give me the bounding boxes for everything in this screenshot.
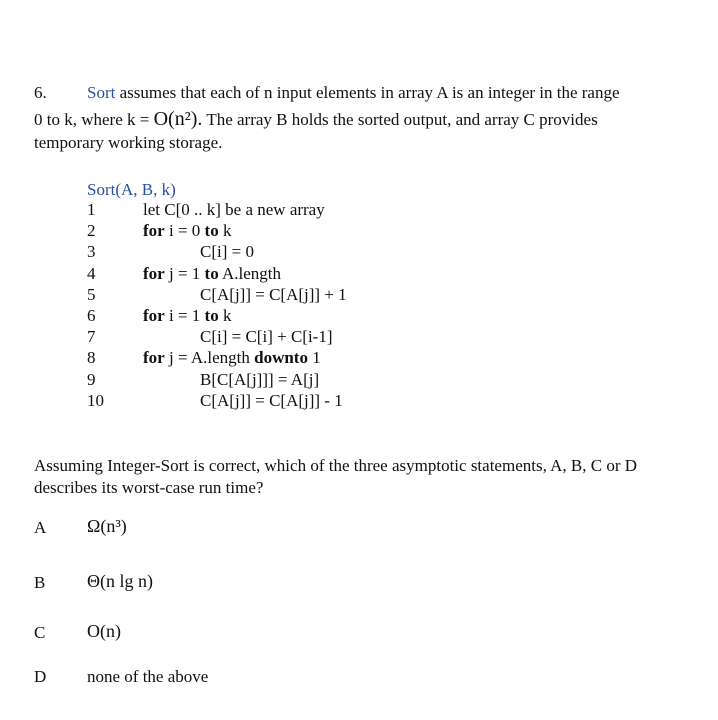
code-line: C[i] = C[i] + C[i-1] xyxy=(200,327,333,347)
algorithm-name: Sort xyxy=(87,83,116,102)
question-line-2 xyxy=(34,108,598,131)
question-number: 6. xyxy=(34,83,47,102)
code-line: for i = 0 to k xyxy=(143,221,232,241)
line-number: 7 xyxy=(87,327,96,347)
prompt-line-1: Assuming Integer-Sort is correct, which of the three asymptotic statements, A, B, C or D xyxy=(34,456,638,475)
line-number: 5 xyxy=(87,284,96,304)
code-line: for j = 1 to A.length xyxy=(143,263,282,283)
code-line: C[i] = 0 xyxy=(200,242,254,262)
prompt-line-2: describes its worst-case run time? xyxy=(34,478,264,497)
question-line-3: temporary working storage. xyxy=(34,133,223,152)
option-a-letter: A xyxy=(34,518,47,537)
code-line: B[C[A[j]]] = A[j] xyxy=(200,369,320,389)
question-line-2b: The array B holds the sorted output, and array C provides xyxy=(206,110,598,129)
line-number: 6 xyxy=(87,306,96,325)
question-line-2a: 0 to k, where k = xyxy=(34,110,150,129)
line-number: 4 xyxy=(87,263,96,283)
big-o-bound: O(n²). xyxy=(153,108,203,130)
option-b-text: Θ(n lg n) xyxy=(87,571,153,591)
option-b-letter: B xyxy=(34,573,46,592)
question-line-1-text: assumes that each of n input elements in array A is an integer in the range xyxy=(119,83,620,102)
option-d-text: none of the above xyxy=(87,667,209,686)
option-c-letter: C xyxy=(34,623,46,642)
code-line: C[A[j]] = C[A[j]] + 1 xyxy=(200,284,347,304)
line-number: 1 xyxy=(87,200,96,219)
option-a-text: Ω(n³) xyxy=(87,516,127,536)
line-number: 10 xyxy=(87,390,104,410)
line-number: 8 xyxy=(87,348,96,368)
line-number: 3 xyxy=(87,242,96,262)
option-c-text: O(n) xyxy=(87,621,121,641)
code-line: let C[0 .. k] be a new array xyxy=(143,200,325,219)
option-d-letter: D xyxy=(34,667,47,686)
code-line: for j = A.length downto 1 xyxy=(143,348,321,368)
line-number: 2 xyxy=(87,221,96,241)
algorithm-signature: Sort(A, B, k) xyxy=(87,180,176,199)
code-line: for i = 1 to k xyxy=(143,306,232,325)
question-line-1 xyxy=(87,83,620,103)
line-number: 9 xyxy=(87,369,96,389)
code-line: C[A[j]] = C[A[j]] - 1 xyxy=(200,390,343,410)
